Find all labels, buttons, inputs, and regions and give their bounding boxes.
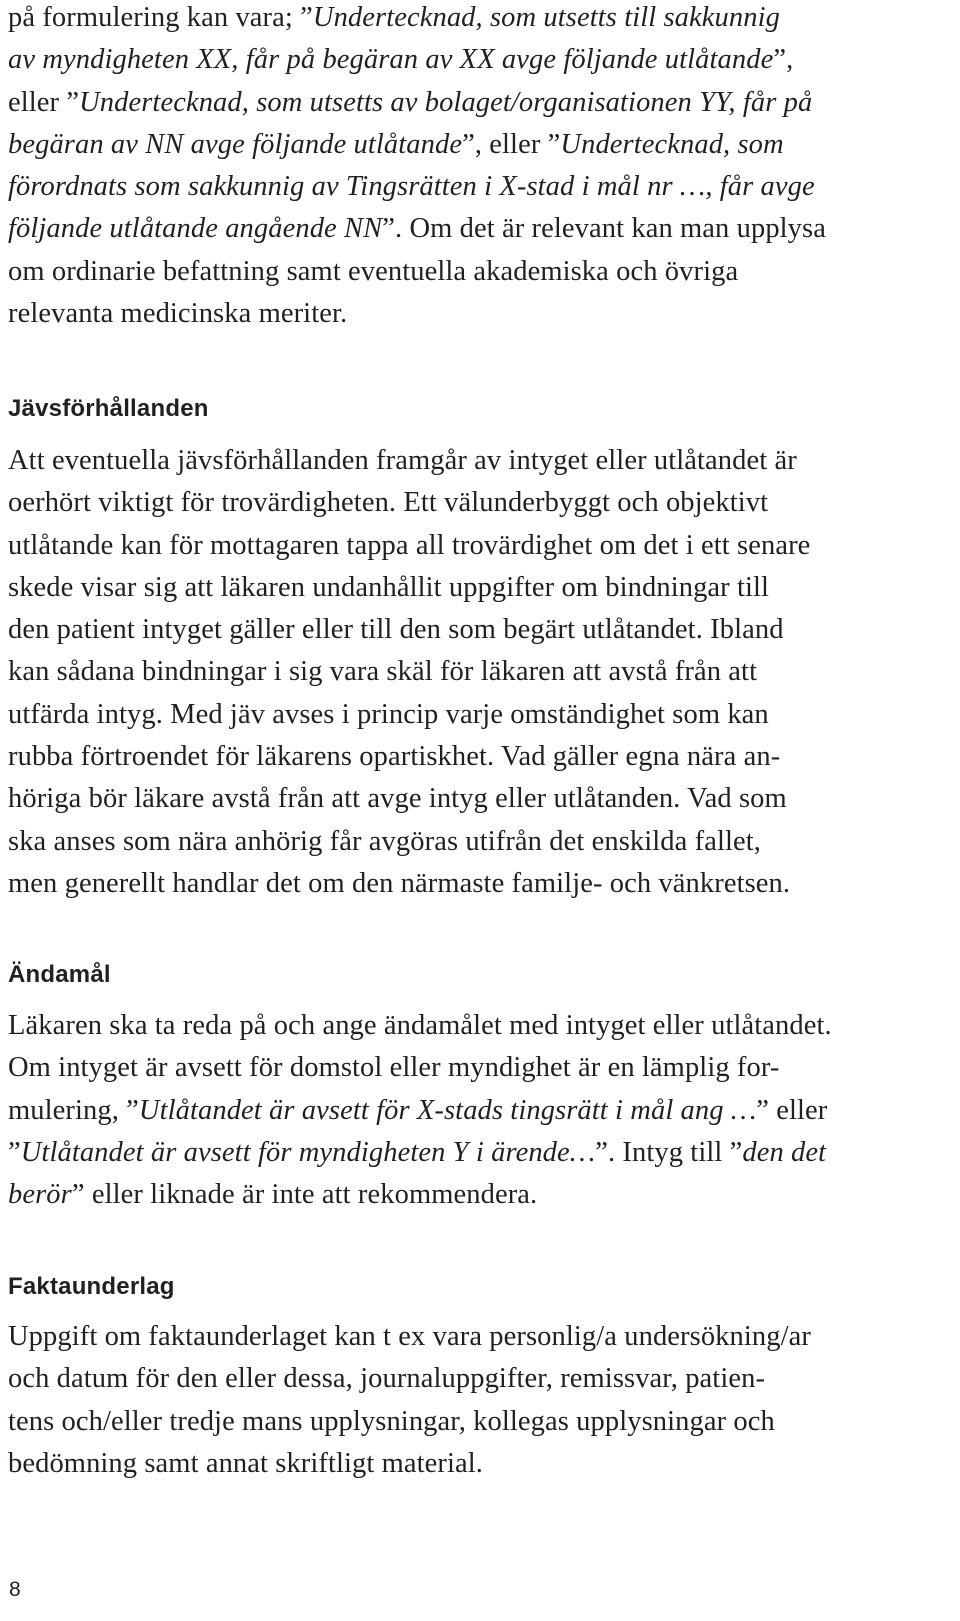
- text-line: den patient intyget gäller eller till den som begärt utlåtandet. Ibland: [8, 614, 784, 646]
- text-line: bedömning samt annat skriftligt material.: [8, 1447, 484, 1479]
- text-line: mulering, ”Utlåtandet är avsett för X-stads tingsrätt i mål ang …” eller: [8, 1094, 828, 1126]
- text-line: rubba förtroendet för läkarens opartiskhet. Vad gäller egna nära an-: [8, 741, 781, 773]
- text-line: men generellt handlar det om den närmaste familje- och vänkretsen.: [8, 867, 791, 899]
- text-line: och datum för den eller dessa, journaluppgifter, remissvar, patien-: [8, 1363, 766, 1395]
- text-line: tens och/eller tredje mans upplysningar, kollegas upplysningar och: [8, 1405, 775, 1437]
- text-line: på formulering kan vara; ”Undertecknad, som utsetts till sakkunnig: [8, 2, 780, 33]
- faktaunderlag-paragraph: [8, 1316, 811, 1485]
- page-number: 8: [9, 1578, 21, 1601]
- section-heading-andamal: Ändamål: [8, 961, 111, 988]
- text-line: skede visar sig att läkaren undanhållit uppgifter om bindningar till: [8, 571, 770, 603]
- text-line: ”Utlåtandet är avsett för myndigheten Y i ärende…”. Intyg till ”den det: [8, 1136, 827, 1168]
- text-line: Uppgift om faktaunderlaget kan t ex vara personlig/a undersökning/ar: [8, 1321, 811, 1352]
- text-line: ska anses som nära anhörig får avgöras utifrån det enskilda fallet,: [8, 825, 761, 857]
- section-heading-faktaunderlag: Faktaunderlag: [8, 1273, 175, 1300]
- text-line: av myndigheten XX, får på begäran av XX avge följande utlåtande”,: [8, 44, 794, 76]
- text-line: om ordinarie befattning samt eventuella akademiska och övriga: [8, 255, 739, 287]
- javsforhallanden-paragraph: [8, 440, 810, 905]
- text-line: höriga bör läkare avstå från att avge intyg eller utlåtanden. Vad som: [8, 783, 787, 815]
- intro-paragraph: [8, 0, 826, 335]
- text-line: oerhört viktigt för trovärdigheten. Ett välunderbyggt och objektivt: [8, 487, 769, 519]
- text-line: Om intyget är avsett för domstol eller myndighet är en lämplig for-: [8, 1052, 780, 1084]
- section-heading-javsforhallanden: Jävsförhållanden: [8, 395, 209, 422]
- text-line: utlåtande kan för mottagaren tappa all trovärdighet om det i ett senare: [8, 529, 811, 561]
- text-line: Läkaren ska ta reda på och ange ändamålet med intyget eller utlåtandet.: [8, 1010, 832, 1041]
- text-line: förordnats som sakkunnig av Tingsrätten i X-stad i mål nr …, får avge: [8, 171, 815, 203]
- text-line: begäran av NN avge följande utlåtande”, eller ”Undertecknad, som: [8, 128, 784, 160]
- text-line: eller ”Undertecknad, som utsetts av bolaget/organisationen YY, får på: [8, 86, 813, 118]
- andamal-paragraph: [8, 1005, 832, 1216]
- text-line: relevanta medicinska meriter.: [8, 298, 348, 330]
- text-line: Att eventuella jävsförhållanden framgår av intyget eller utlåtandet är: [8, 445, 797, 476]
- text-line: utfärda intyg. Med jäv avses i princip varje omständighet som kan: [8, 698, 769, 730]
- text-line: kan sådana bindningar i sig vara skäl för läkaren att avstå från att: [8, 656, 758, 688]
- text-line: följande utlåtande angående NN”. Om det är relevant kan man upplysa: [8, 213, 826, 245]
- text-line: berör” eller liknade är inte att rekommendera.: [8, 1179, 538, 1211]
